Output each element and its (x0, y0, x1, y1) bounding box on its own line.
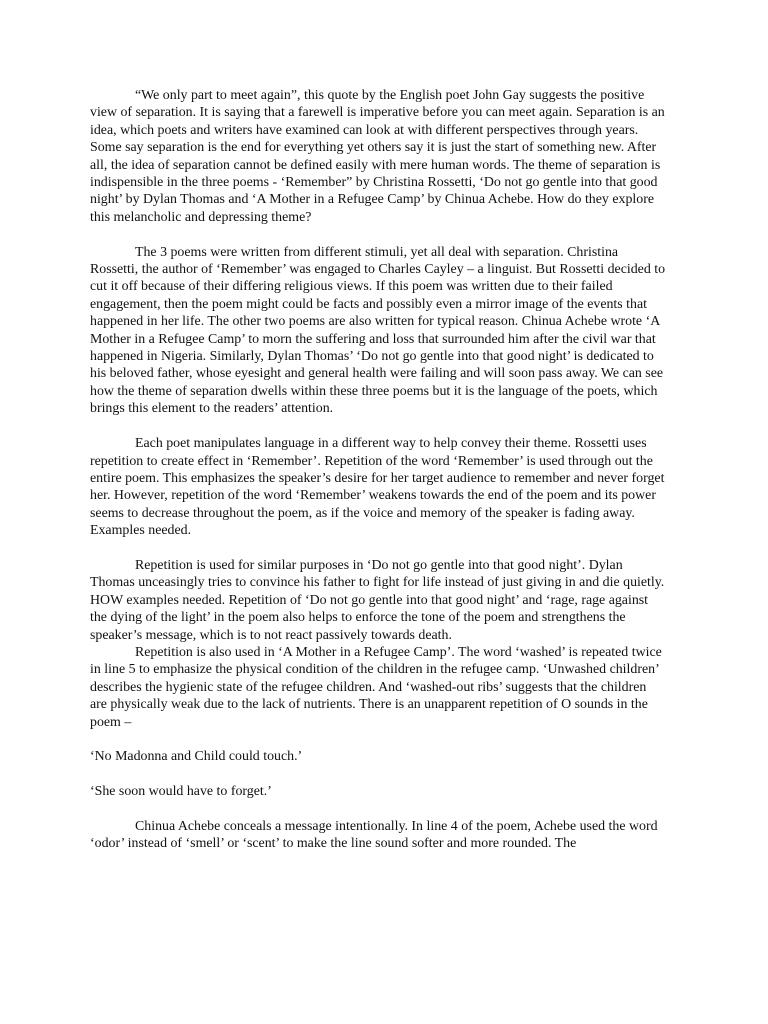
paragraph-language: Each poet manipulates language in a different way to help convey their theme. Rossetti uses repetition to create effect in ‘Remember’. Repetition of the word ‘Remember’ is used through out the entire poem. This emphasizes the speaker’s desire for her target audience to remember and never forget her. However, repetition of the word ‘Remember’ weakens towards the end of the poem and its power seems to decrease throughout the poem, as if the voice and memory of the speaker is fading away. Examples needed. (90, 436, 665, 539)
paragraph-intro: “We only part to meet again”, this quote by the English poet John Gay suggests the positive view of separation. It is saying that a farewell is imperative before you can meet again. Separation is an idea, which poets and writers have examined can look at with different perspectives through years. Some say separation is the end for everything yet others say it is just the start of something new. After all, the idea of separation cannot be defined easily with mere human words. The theme of separation is indispensible in the three poems - ‘Remember” by Christina Rossetti, ‘Do not go gentle into that good night’ by Dylan Thomas and ‘A Mother in a Refugee Camp’ by Chinua Achebe. How do they explore this melancholic and depressing theme? (90, 88, 665, 225)
paragraph-repetition-achebe: Repetition is also used in ‘A Mother in a Refugee Camp’. The word ‘washed’ is repeated twice in line 5 to emphasize the physical condition of the children in the refugee camp. ‘Unwashed children’ describes the hygienic state of the refugee children. And ‘washed-out ribs’ suggests that the children are physically weak due to the lack of nutrients. There is an unapparent repetition of O sounds in the poem – (90, 644, 662, 730)
quote-line-2: ‘She soon would have to forget.’ (90, 784, 272, 800)
paragraph-stimuli: The 3 poems were written from different stimuli, yet all deal with separation. Christina Rossetti, the author of ‘Remember’ was engaged to Charles Cayley – a linguist. But Rossetti decided to cut it off because of their differing religious views. If this poem was written due to their failed engagement, then the poem might could be facts and possibly even a mirror image of the events that happened in her life. The other two poems are also written for typical reason. Chinua Achebe wrote ‘A Mother in a Refugee Camp’ to morn the suffering and loss that surrounded him after the civil war that happened in Nigeria. Similarly, Dylan Thomas’ ‘Do not go gentle into that good night’ is dedicated to his beloved father, whose eyesight and general health were failing and will soon pass away. We can see how the theme of separation dwells within these three poems but it is the language of the poets, which brings this element to the readers’ attention. (90, 244, 666, 417)
document-page (90, 87, 666, 853)
paragraph-final: Chinua Achebe conceals a message intentionally. In line 4 of the poem, Achebe used the word ‘odor’ instead of ‘smell’ or ‘scent’ to make the line sound softer and more rounded. The (90, 818, 658, 852)
paragraph-repetition-thomas: Repetition is used for similar purposes in ‘Do not go gentle into that good night’. Dylan Thomas unceasingly tries to convince his father to fight for life instead of just giving in and die quietly. HOW examples needed. Repetition of ‘Do not go gentle into that good night’ and ‘rage, rage against the dying of the light’ in the poem also helps to enforce the tone of the poem and strengthens the speaker’s message, which is to not react passively towards death. (90, 557, 665, 643)
quote-line-1: ‘No Madonna and Child could touch.’ (90, 749, 303, 765)
